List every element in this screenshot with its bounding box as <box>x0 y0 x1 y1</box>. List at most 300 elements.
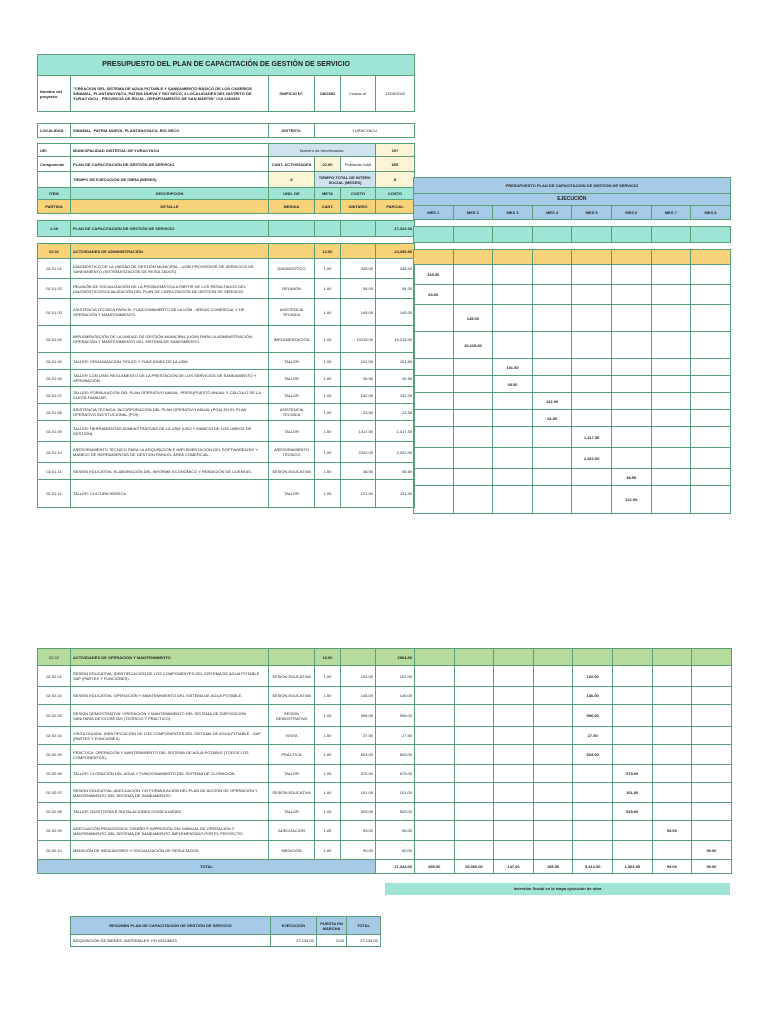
costos-label: Costos al: <box>341 76 376 112</box>
month-value <box>691 427 731 448</box>
month-value <box>612 821 652 841</box>
month-value: 1,417.50 <box>572 427 612 448</box>
row-unit-cost: 101.00 <box>341 783 376 803</box>
row-partial: 27.50 <box>376 727 415 745</box>
summary-h2: EJECUCIÓN <box>271 917 317 935</box>
table-row <box>38 421 415 442</box>
row-item: 02.01.05 <box>38 353 71 370</box>
month-value: 19,215.00 <box>453 332 493 359</box>
table-row <box>38 299 415 326</box>
month-value <box>414 469 454 486</box>
month-value <box>573 841 613 860</box>
month-value <box>414 393 454 410</box>
tiempo-label: TIEMPO DE EJECUCIÓN DE OBRA (MESES) <box>71 172 269 188</box>
table-row <box>38 841 732 860</box>
row-partial: 54.00 <box>376 279 415 299</box>
month-value <box>651 410 691 427</box>
month-value: 101.50 <box>493 359 533 376</box>
row-qty: 1.00 <box>315 666 341 687</box>
month-value <box>651 285 691 305</box>
row-unit: ADECUACIÓN <box>269 821 315 841</box>
month-value <box>533 765 573 783</box>
month-value <box>454 727 494 745</box>
month-value: 2,322.00 <box>572 448 612 469</box>
month-header: MES 3 <box>493 206 533 220</box>
tiempo-social-value: 8 <box>376 172 415 188</box>
month-value: 101.00 <box>612 783 652 803</box>
month-value <box>611 332 651 359</box>
row-item: 02.02.09 <box>38 821 71 841</box>
col-und: UND. DE <box>269 188 315 200</box>
col-cant: CANT. <box>315 200 341 214</box>
table-row <box>38 404 415 421</box>
month-value <box>453 486 493 514</box>
row-unit: PRÁCTICA <box>269 745 315 765</box>
month-value <box>494 841 534 860</box>
month-value <box>415 687 455 705</box>
row-unit-cost: 132.00 <box>341 387 376 404</box>
row-unit-cost: 101.50 <box>341 353 376 370</box>
row-item: 02.02.08 <box>38 803 71 821</box>
componente-value: PLAN DE CAPACITACIÓN DE GESTIÓN DE SERVICIO <box>71 157 269 172</box>
month-value <box>612 705 652 727</box>
row-partial: 575.00 <box>376 765 415 783</box>
row-unit-cost: 102.00 <box>341 666 376 687</box>
row-item: 02.02.03 <box>38 705 71 727</box>
month-value <box>651 359 691 376</box>
total-month: 90.00 <box>692 860 732 874</box>
month-value <box>691 393 731 410</box>
month-value <box>533 841 573 860</box>
month-value <box>691 305 731 332</box>
month-value <box>494 783 534 803</box>
month-value <box>453 265 493 285</box>
month-row <box>414 376 731 393</box>
month-value <box>692 821 732 841</box>
table-row <box>38 370 415 387</box>
row-partial: 95.00 <box>376 821 415 841</box>
month-row <box>414 410 731 427</box>
costos-date: 12/09/2022 <box>376 76 415 112</box>
total-month: 5,414.00 <box>573 860 613 874</box>
month-value <box>652 727 692 745</box>
month-value <box>532 486 572 514</box>
month-value <box>572 332 612 359</box>
row-detail: SESIÓN EDUCATIVA: ADECUACIÓN Y/O FORMULACIÓN DEL PLAN DE ACCIÓN DE OPERACIÓN Y MANTENIMIENTO DEL SISTEMA DE SANEAMIENTO. <box>71 783 269 803</box>
snip-value: 2463392 <box>315 76 341 112</box>
summary-ejec: 27,134.00 <box>271 935 317 947</box>
month-value <box>454 666 494 687</box>
month-value <box>454 803 494 821</box>
table-row <box>38 326 415 353</box>
poblacion-label: Población total <box>341 157 376 172</box>
table-row <box>38 353 415 370</box>
month-value <box>532 427 572 448</box>
month-value <box>692 687 732 705</box>
month-value <box>651 265 691 285</box>
table-row <box>38 803 732 821</box>
month-value <box>652 745 692 765</box>
table-row <box>38 480 415 508</box>
table-row <box>38 783 732 803</box>
group1-cant: 12.00 <box>315 244 341 259</box>
row-qty: 1.00 <box>315 259 341 279</box>
row-qty: 1.00 <box>315 442 341 463</box>
row-unit-cost: 1417.50 <box>341 421 376 442</box>
month-value <box>415 727 455 745</box>
summary-h3: PUESTA EN MARCHA <box>317 917 347 935</box>
month-value <box>532 305 572 332</box>
month-value <box>612 727 652 745</box>
month-value <box>494 666 534 687</box>
row-detail: SESIÓN DEMOSTRATIVA: OPERACIÓN Y MANTENIMIENTO DEL SISTEMA DE DISPOSICIÓN SANITARIA DE EXCRETAS (TEÓRICO Y PRÁCTICO). <box>71 705 269 727</box>
row-unit-cost: 575.00 <box>341 765 376 783</box>
row-detail: ASESORAMIENTO TÉCNICO PARA LA ADQUISICIÓN E IMPLEMENTACIÓN DEL SOFTWARE/USO Y MANEJO DE HERRAMIENTAS DE GESTIÓN PARA EL ÁREA COMERCIAL. <box>71 442 269 463</box>
total-month: 1,364.50 <box>612 860 652 874</box>
row-qty: 1.00 <box>315 687 341 705</box>
month-value <box>494 821 534 841</box>
table-row <box>38 745 732 765</box>
row-unit-cost: 19215.00 <box>341 326 376 353</box>
month-value <box>453 469 493 486</box>
total-month: 147.00 <box>494 860 534 874</box>
month-value <box>651 427 691 448</box>
benef-label: Numero de beneficiarios: <box>269 144 376 157</box>
row-item: 02.02.10 <box>38 841 71 860</box>
row-detail: DIAGNÓSTICO DE LA UNIDAD DE GESTIÓN MUNICIPAL - UGM PROVEEDOR DE SERVICIOS DE SANEAMIENTO (SISTEMATIZACIÓN DE RESULTADOS). <box>71 259 269 279</box>
month-header: MES 8 <box>691 206 731 220</box>
row-detail: VISITA GUIADA: IDENTIFICACIÓN DE LOS COMPONENTES DEL SISTEMA DE AGUA POTABLE - SAP (PARTES Y FUNCIONES). <box>71 727 269 745</box>
row-partial: 121.00 <box>376 480 415 508</box>
row-detail: TALLER: GASFITERÍA E INSTALACIONES DOMICILIARIAS. <box>71 803 269 821</box>
row-qty: 1.00 <box>315 387 341 404</box>
month-value <box>454 821 494 841</box>
row-unit: SESIÓN EDUCATIVA <box>269 463 315 480</box>
month-value <box>611 448 651 469</box>
total-month: 399.00 <box>415 860 455 874</box>
row-qty: 1.00 <box>315 745 341 765</box>
componente-label: Componente <box>38 157 71 172</box>
row-unit-cost: 145.00 <box>341 299 376 326</box>
month-value <box>572 486 612 514</box>
row-unit: ASISTENCIA TÉCNICA <box>269 299 315 326</box>
month-value <box>652 803 692 821</box>
row-detail: ASISTENCIA TÉCNICA PARA EL FUNCIONAMIENTO DE LA USM - ÁREAS COMERCIAL Y DE OPERACIÓN Y MANTENIMIENTO. <box>71 299 269 326</box>
month-value <box>573 765 613 783</box>
row-item: 02.01.02 <box>38 279 71 299</box>
execution-title: PRESUPUESTO PLAN DE CAPACITACIÓN DE GESTIÓN DE SERVICIO <box>414 178 731 194</box>
month-value <box>651 376 691 393</box>
month-value <box>532 376 572 393</box>
month-value <box>572 305 612 332</box>
month-value <box>414 359 454 376</box>
month-value <box>532 359 572 376</box>
page-title: PRESUPUESTO DEL PLAN DE CAPACITACIÓN DE GESTIÓN DE SERVICIO <box>38 55 415 76</box>
row-item: 02.01.09 <box>38 421 71 442</box>
row-unit-cost: 54.00 <box>341 279 376 299</box>
month-value <box>691 376 731 393</box>
month-value <box>532 469 572 486</box>
month-value <box>651 448 691 469</box>
col-detalle: DETALLE <box>71 200 269 214</box>
month-value: 90.00 <box>692 841 732 860</box>
month-header: MES 1 <box>414 206 454 220</box>
plan-parcial: 27,324.00 <box>376 221 415 237</box>
budget-table-2 <box>37 648 732 874</box>
month-value <box>414 376 454 393</box>
month-value <box>692 727 732 745</box>
row-detail: TALLER CON USM: REGLAMENTO DE LA PRESTACIÓN DE LOS SERVICIOS DE SANEAMIENTO Y APROBACIÓN. <box>71 370 269 387</box>
budget-table <box>37 54 415 508</box>
month-value <box>493 332 533 359</box>
month-value <box>453 427 493 448</box>
month-value <box>611 285 651 305</box>
row-item: 02.01.08 <box>38 404 71 421</box>
month-value <box>414 305 454 332</box>
month-value <box>533 783 573 803</box>
row-qty: 1.00 <box>315 821 341 841</box>
summary-puesta: 0.00 <box>317 935 347 947</box>
row-unit-cost: 596.00 <box>341 705 376 727</box>
month-value <box>532 332 572 359</box>
row-detail: ADECUACIÓN PEDAGÓGICA, DISEÑO E IMPRESIÓN DEL MANUAL DE OPERACIÓN Y MANTENIMIENTO DEL SISTEMA DE SANEAMIENTO IMPLEMENTADO POR EL PROYECTO. <box>71 821 269 841</box>
month-row <box>414 265 731 285</box>
month-value: 95.00 <box>652 821 692 841</box>
row-unit: SESIÓN EDUCATIVA <box>269 783 315 803</box>
localidad-label: LOCALIDAD : <box>38 124 71 138</box>
row-detail: TALLER: HERRAMIENTAS ADMINISTRATIVAS DE LA USM (USO Y MANEJO DE LOS LIBROS DE GESTIÓN). <box>71 421 269 442</box>
row-qty: 1.00 <box>315 421 341 442</box>
row-qty: 1.00 <box>315 463 341 480</box>
row-detail: SESIÓN EDUCATIVA: OPERACIÓN Y MANTENIMIENTO DEL SISTEMA DE AGUA POTABLE. <box>71 687 269 705</box>
month-value: 23.50 <box>532 410 572 427</box>
distrito-value: YURACYACU <box>315 124 415 138</box>
month-value <box>415 803 455 821</box>
month-value: 145.00 <box>453 305 493 332</box>
group2-cant: 10.00 <box>315 649 341 666</box>
row-item: 02.01.11 <box>38 463 71 480</box>
month-row <box>414 448 731 469</box>
table-row <box>38 821 732 841</box>
month-value <box>454 765 494 783</box>
month-value <box>493 265 533 285</box>
month-value <box>651 332 691 359</box>
month-value <box>493 410 533 427</box>
snip-label: SNIP/CUI N°: <box>269 76 315 112</box>
month-value <box>691 469 731 486</box>
month-value <box>415 783 455 803</box>
execution-label: EJECUCIÓN <box>414 194 731 206</box>
row-partial: 145.00 <box>376 299 415 326</box>
month-value <box>572 376 612 393</box>
row-detail: TALLER: FORMULACIÓN DEL PLAN OPERATIVO ANUAL, PRESUPUESTO ANUAL Y CÁLCULO DE LA CUOTA FAMILIAR. <box>71 387 269 404</box>
month-row <box>414 393 731 410</box>
col-descripcion: DESCRIPCIÓN <box>71 188 269 200</box>
month-header: MES 6 <box>611 206 651 220</box>
month-value <box>453 410 493 427</box>
month-value <box>573 821 613 841</box>
month-value: 596.00 <box>573 705 613 727</box>
row-item: 02.01.10 <box>38 442 71 463</box>
row-unit: TALLER <box>269 480 315 508</box>
month-value <box>572 285 612 305</box>
row-item: 02.01.03 <box>38 299 71 326</box>
col-item: ITEM <box>38 188 71 200</box>
month-value <box>692 705 732 727</box>
month-value <box>691 359 731 376</box>
month-value <box>415 841 455 860</box>
month-value <box>573 803 613 821</box>
month-value <box>453 448 493 469</box>
row-item: 02.01.04 <box>38 326 71 353</box>
month-value <box>494 765 534 783</box>
row-item: 02.01.12 <box>38 480 71 508</box>
plan-code: 2.08 <box>38 221 71 237</box>
month-value <box>493 427 533 448</box>
col-costo2: COSTO <box>376 188 415 200</box>
total-month: 155.50 <box>533 860 573 874</box>
activities-admin <box>38 259 415 508</box>
month-value <box>611 376 651 393</box>
month-value <box>532 285 572 305</box>
month-header: MES 2 <box>453 206 493 220</box>
row-unit: IMPLEMENTACIÓN <box>269 326 315 353</box>
col-unitario: UNITARIO <box>341 200 376 214</box>
month-value <box>533 821 573 841</box>
row-detail: SESIÓN EDUCATIVA: IDENTIFICACIÓN DE LOS COMPONENTES DEL SISTEMA DE AGUA POTABLE SAP (PARTES Y FUNCIONES). <box>71 666 269 687</box>
row-detail: TALLER: CULTURA HÍDRICA <box>71 480 269 508</box>
month-value <box>611 305 651 332</box>
col-costo1: COSTO <box>341 188 376 200</box>
row-detail: ASISTENCIA TÉCNICA: INCORPORACIÓN DEL PLAN OPERATIVO ANUAL (POA) EN EL PLAN OPERATIVO INSTITUCIONAL (POI). <box>71 404 269 421</box>
month-header: MES 4 <box>532 206 572 220</box>
month-row <box>414 359 731 376</box>
month-value <box>692 745 732 765</box>
col-meta: META <box>315 188 341 200</box>
tiempo-value: 8 <box>269 172 315 188</box>
month-value <box>415 666 455 687</box>
month-value <box>414 448 454 469</box>
row-item: 02.01.07 <box>38 387 71 404</box>
row-unit-cost: 146.00 <box>341 687 376 705</box>
month-value <box>415 765 455 783</box>
month-value <box>691 486 731 514</box>
month-value: 575.00 <box>612 765 652 783</box>
group2-parcial: 2964.50 <box>376 649 415 666</box>
month-value <box>493 285 533 305</box>
month-value <box>652 687 692 705</box>
execution-table <box>413 177 731 514</box>
month-value <box>691 448 731 469</box>
benef-value: 207 <box>376 144 415 157</box>
month-header: MES 7 <box>651 206 691 220</box>
month-value <box>612 841 652 860</box>
row-qty: 1.00 <box>315 765 341 783</box>
month-value <box>611 393 651 410</box>
row-partial: 38.50 <box>376 463 415 480</box>
row-qty: 1.00 <box>315 803 341 821</box>
row-unit-cost: 27.50 <box>341 727 376 745</box>
month-value <box>533 803 573 821</box>
month-value <box>533 705 573 727</box>
row-unit: TALLER <box>269 370 315 387</box>
col-parcial: PARCIAL <box>376 200 415 214</box>
month-value <box>652 765 692 783</box>
month-value <box>691 332 731 359</box>
month-value <box>453 376 493 393</box>
row-unit: TALLER <box>269 765 315 783</box>
month-value <box>572 359 612 376</box>
row-unit: TALLER <box>269 353 315 370</box>
row-unit-cost: 90.00 <box>341 841 376 860</box>
row-unit-cost: 2322.00 <box>341 442 376 463</box>
month-value <box>572 393 612 410</box>
row-unit: TALLER <box>269 803 315 821</box>
total-month: 19,360.00 <box>454 860 494 874</box>
month-value <box>493 486 533 514</box>
row-unit-cost: 95.00 <box>341 821 376 841</box>
month-value <box>493 393 533 410</box>
month-value <box>454 687 494 705</box>
month-value <box>454 841 494 860</box>
row-qty: 1.00 <box>315 370 341 387</box>
month-value: 54.00 <box>414 285 454 305</box>
row-detail: IMPLEMENTACIÓN DE LA UNIDAD DE GESTIÓN MUNICIPAL (UGM) PARA LA ADMINISTRACIÓN, OPERACIÓN Y MANTENIMIENTO DEL SISTEMA DE SANEAMIENTO. <box>71 326 269 353</box>
month-value <box>652 705 692 727</box>
month-value <box>414 427 454 448</box>
month-value <box>454 745 494 765</box>
ue-label: UEI <box>38 144 71 157</box>
total-month: 95.00 <box>652 860 692 874</box>
table-row <box>38 279 415 299</box>
table-row <box>38 463 415 480</box>
cant-act-label: CANT. ACTIVIDADES <box>269 157 315 172</box>
row-unit: SESIÓN EDUCATIVA <box>269 687 315 705</box>
month-value <box>611 359 651 376</box>
month-value <box>612 666 652 687</box>
month-value <box>533 687 573 705</box>
month-row <box>414 469 731 486</box>
month-value: 146.00 <box>573 687 613 705</box>
row-unit: ASESORAMIENTO TÉCNICO <box>269 442 315 463</box>
summary-h1: RESUMEN PLAN DE CAPACITACIÓN DE GESTIÓN DE SERVICIO <box>71 917 271 935</box>
row-qty: 1.00 <box>315 299 341 326</box>
month-value <box>493 305 533 332</box>
row-detail: TALLER: CLORACIÓN DEL AGUA Y FUNCIONAMIENTO DEL SISTEMA DE CLORACIÓN. <box>71 765 269 783</box>
month-value <box>493 469 533 486</box>
row-qty: 1.00 <box>315 705 341 727</box>
row-qty: 1.00 <box>315 353 341 370</box>
month-value <box>572 265 612 285</box>
row-unit: SESIÓN EDUCATIVA <box>269 666 315 687</box>
row-qty: 1.00 <box>315 841 341 860</box>
row-item: 02.01.01 <box>38 259 71 279</box>
month-value <box>453 285 493 305</box>
row-unit: TALLER <box>269 387 315 404</box>
row-item: 02.02.04 <box>38 727 71 745</box>
row-qty: 1.00 <box>315 783 341 803</box>
row-item: 02.02.06 <box>38 765 71 783</box>
distrito-label: DISTRITO: <box>269 124 315 138</box>
row-qty: 1.00 <box>315 404 341 421</box>
plan-label: PLAN DE CAPACITACIÓN DE GESTIÓN DE SERVICIO <box>71 221 269 237</box>
row-unit: DIAGNÓSTICO <box>269 259 315 279</box>
month-value <box>651 486 691 514</box>
month-value <box>532 448 572 469</box>
month-value <box>692 765 732 783</box>
month-value: 102.00 <box>573 666 613 687</box>
month-value <box>494 803 534 821</box>
